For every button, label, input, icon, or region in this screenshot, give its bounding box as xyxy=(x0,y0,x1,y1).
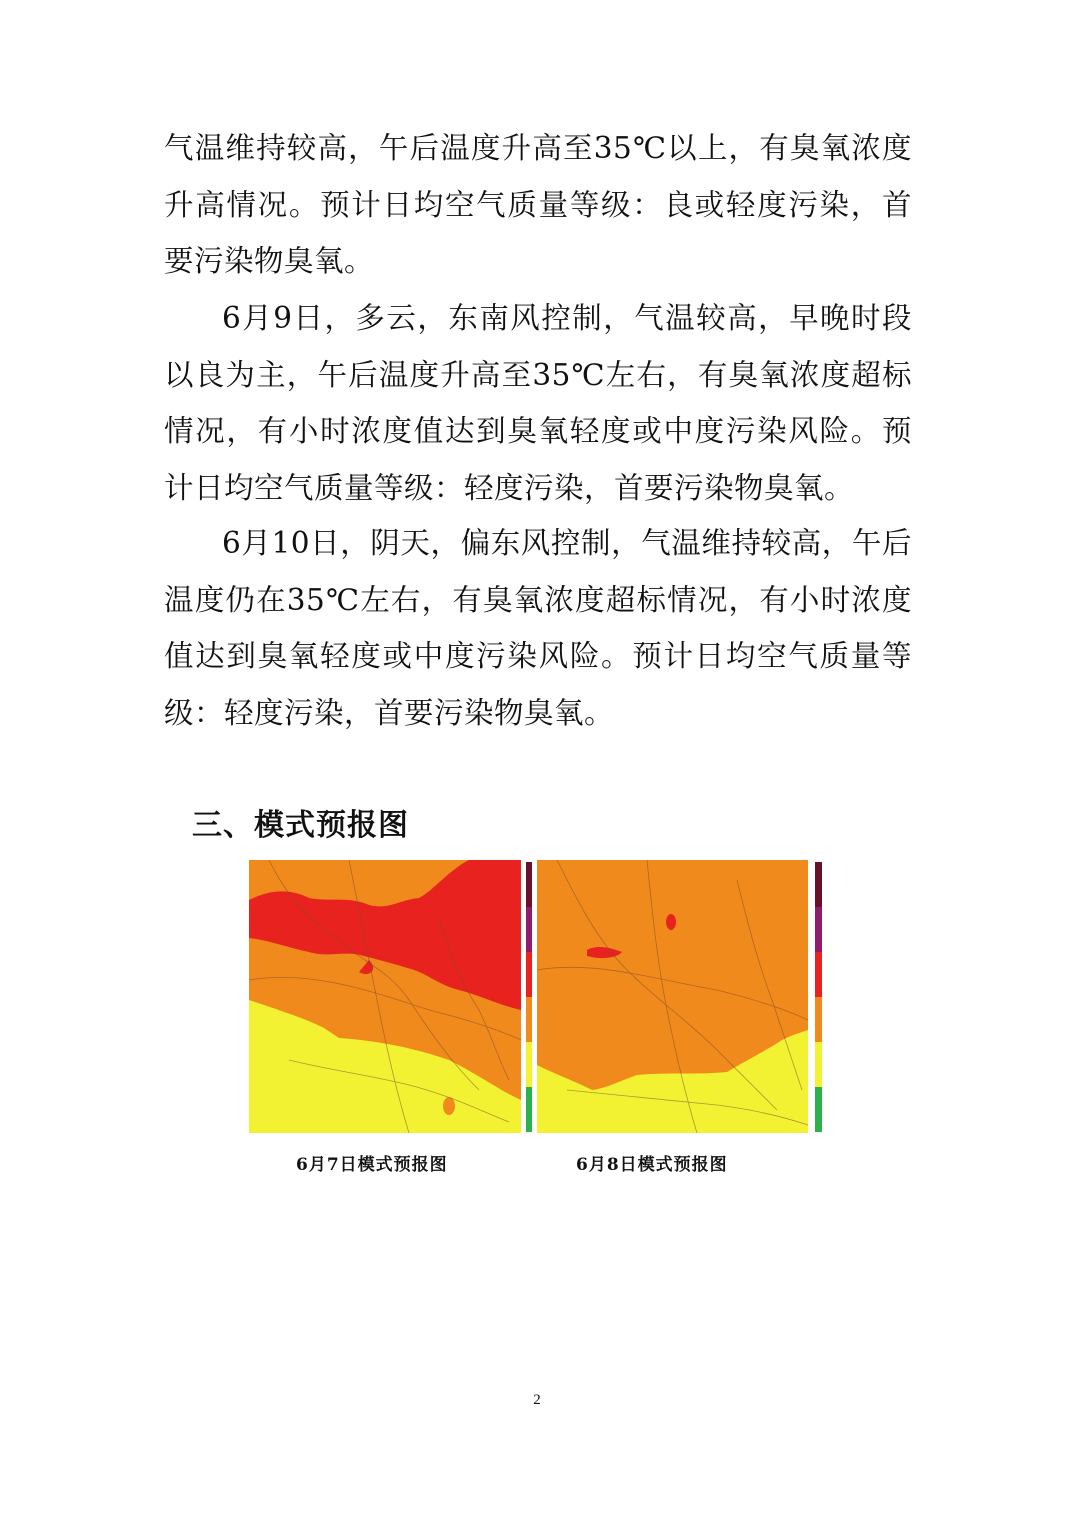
paragraph-3: 6月10日，阴天，偏东风控制，气温维持较高，午后温度仍在35℃左右，有臭氧浓度超标情况，有小时浓度值达到臭氧轻度或中度污染风险。预计日均空气质量等级：轻度污染，首要污染物臭氧。 xyxy=(164,526,912,730)
paragraph-1: 气温维持较高，午后温度升高至35℃以上，有臭氧浓度升高情况。预计日均空气质量等级：良或轻度污染，首要污染物臭氧。 xyxy=(164,131,912,278)
forecast-map-june8-image xyxy=(537,860,825,1135)
forecast-map-june8 xyxy=(537,860,825,1135)
paragraph-2: 6月9日，多云，东南风控制，气温较高，早晚时段以良为主，午后温度升高至35℃左右，有臭氧浓度超标情况，有小时浓度值达到臭氧轻度或中度污染风险。预计日均空气质量等级：轻度污染，首要污染物臭氧。 xyxy=(164,301,912,505)
section-heading: 三、模式预报图 xyxy=(192,808,409,843)
figure-caption-june8: 6月8日模式预报图 xyxy=(576,1155,728,1175)
figure-caption-june7: 6月7日模式预报图 xyxy=(296,1155,448,1175)
page-number: 2 xyxy=(533,1392,541,1408)
forecast-map-june7 xyxy=(249,860,533,1135)
forecast-map-june7-image xyxy=(249,860,533,1135)
